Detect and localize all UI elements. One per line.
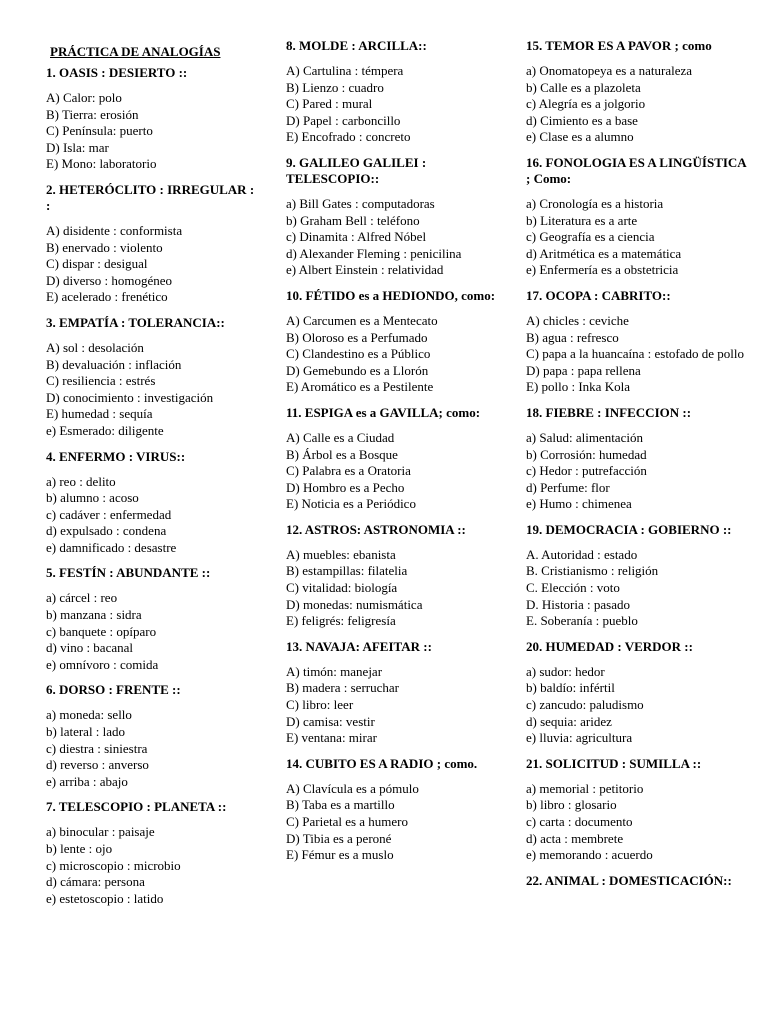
- answer-option: D) papa : papa rellena: [526, 362, 641, 378]
- answer-option: C) Parietal es a humero: [286, 814, 409, 829]
- column-2: [286, 38, 501, 873]
- answer-option: E) humedad : sequía: [46, 406, 153, 422]
- answer-option: d) acta : membrete: [526, 830, 624, 846]
- question-title: 3. EMPATÍA : TOLERANCIA::: [46, 314, 225, 330]
- answer-option: c) diestra : siniestra: [46, 740, 148, 756]
- answer-option: D) Isla: mar: [46, 139, 109, 155]
- answer-option: B) Taba es a martillo: [286, 797, 395, 813]
- answer-option: D) Papel : carboncillo: [286, 112, 401, 128]
- answer-option: b) baldío: infértil: [526, 680, 615, 696]
- answer-option: A) Clavícula es a pómulo: [286, 780, 419, 796]
- question-block: [286, 639, 501, 747]
- question-block: [526, 288, 748, 396]
- answer-option: e) Enfermería es a obstetricia: [526, 262, 679, 278]
- answer-option: E) acelerado : frenético: [46, 289, 168, 305]
- answer-option: A. Autoridad : estado: [526, 546, 638, 562]
- question-block: [286, 38, 501, 146]
- answer-option: A) muebles: ebanista: [286, 546, 396, 562]
- question-block: [46, 182, 261, 306]
- answer-option: e) omnívoro : comida: [46, 656, 159, 672]
- answer-option: c) Alegría es a jolgorio: [526, 96, 646, 112]
- answer-option: c) banquete : opíparo: [46, 623, 157, 639]
- answer-option: b) lente : ojo: [46, 841, 113, 856]
- answer-option: B) Oloroso es a Perfumado: [286, 329, 428, 345]
- answer-option: E) feligrés: feligresía: [286, 613, 396, 629]
- answer-option: e) lluvia: agricultura: [526, 730, 633, 746]
- question-title: 11. ESPIGA es a GAVILLA; como:: [286, 404, 481, 420]
- answer-option: c) carta : documento: [526, 814, 633, 829]
- answer-option: e) Esmerado: diligente: [46, 422, 164, 438]
- answer-option: A) chicles : ceviche: [526, 312, 629, 328]
- column-1: [46, 38, 261, 916]
- answer-option: b) manzana : sidra: [46, 607, 142, 623]
- question-title: 12. ASTROS: ASTRONOMIA ::: [286, 521, 466, 537]
- question-title: 22. ANIMAL : DOMESTICACIÓN::: [526, 872, 732, 888]
- question-title: 9. GALILEO GALILEI : TELESCOPIO::: [286, 154, 427, 186]
- question-block: [526, 639, 748, 747]
- answer-option: a) sudor: hedor: [526, 663, 605, 679]
- answer-option: A) timón: manejar: [286, 663, 383, 679]
- question-title: 21. SOLICITUD : SUMILLA ::: [526, 755, 702, 771]
- answer-option: E) Mono: laboratorio: [46, 156, 157, 172]
- question-block: [286, 522, 501, 630]
- question-block: [46, 65, 261, 173]
- answer-option: d) Cimiento es a base: [526, 112, 638, 128]
- answer-option: a) memorial : petitorio: [526, 780, 644, 796]
- answer-option: e) Clase es a alumno: [526, 129, 634, 145]
- document-title: PRÁCTICA DE ANALOGÍAS: [50, 44, 221, 59]
- answer-option: c) microscopio : microbio: [46, 857, 181, 873]
- answer-option: a) Bill Gates : computadoras: [286, 195, 435, 211]
- answer-option: D) Hombro es a Pecho: [286, 479, 405, 495]
- answer-option: d) cámara: persona: [46, 874, 145, 890]
- answer-option: d) reverso : anverso: [46, 757, 149, 773]
- question-block: [286, 288, 501, 396]
- answer-option: d) Alexander Fleming : penicilina: [286, 245, 462, 261]
- question-title: 7. TELESCOPIO : PLANETA ::: [46, 799, 227, 815]
- answer-option: C) papa a la huancaína : estofado de pollo: [526, 346, 745, 362]
- answer-option: D) Gemebundo es a Llorón: [286, 362, 429, 378]
- answer-option: C) vitalidad: biología: [286, 580, 398, 596]
- question-block: [526, 756, 748, 864]
- answer-option: B) Tierra: erosión: [46, 106, 139, 122]
- question-block: [46, 682, 261, 790]
- answer-option: A) sol : desolación: [46, 339, 144, 355]
- answer-option: D) Tibia es a peroné: [286, 830, 392, 846]
- answer-option: A) Calle es a Ciudad: [286, 429, 395, 445]
- answer-option: C. Elección : voto: [526, 580, 620, 596]
- question-block: [46, 565, 261, 673]
- question-title: 16. FONOLOGIA ES A LINGÜÍSTICA ; Como:: [526, 154, 746, 186]
- question-title: 13. NAVAJA: AFEITAR ::: [286, 638, 432, 654]
- question-block: [526, 873, 748, 889]
- answer-option: B) Lienzo : cuadro: [286, 79, 384, 95]
- question-block: [526, 38, 748, 146]
- answer-option: b) Calle es a plazoleta: [526, 79, 641, 95]
- question-block: [286, 405, 501, 513]
- answer-option: a) reo : delito: [46, 473, 116, 489]
- answer-option: e) arriba : abajo: [46, 773, 128, 789]
- column-3: [526, 38, 748, 898]
- answer-option: b) Literatura es a arte: [526, 212, 638, 228]
- question-title: 1. OASIS : DESIERTO ::: [46, 65, 188, 80]
- answer-option: C) Pared : mural: [286, 96, 373, 112]
- answer-option: b) lateral : lado: [46, 724, 126, 740]
- question-title: 18. FIEBRE : INFECCION ::: [526, 404, 692, 420]
- answer-option: E) Encofrado : concreto: [286, 129, 411, 145]
- answer-option: D) camisa: vestir: [286, 713, 375, 729]
- answer-option: d) Perfume: flor: [526, 479, 610, 495]
- answer-option: c) Dinamita : Alfred Nóbel: [286, 229, 427, 245]
- answer-option: b) alumno : acoso: [46, 490, 139, 506]
- answer-option: e) Albert Einstein : relatividad: [286, 262, 444, 278]
- question-block: [46, 449, 261, 557]
- answer-option: a) moneda: sello: [46, 707, 132, 723]
- answer-option: d) vino : bacanal: [46, 640, 133, 656]
- answer-option: d) sequia: aridez: [526, 713, 612, 729]
- answer-option: a) Salud: alimentación: [526, 429, 643, 445]
- answer-option: A) Cartulina : témpera: [286, 63, 404, 78]
- question-block: [526, 405, 748, 513]
- answer-option: C) Clandestino es a Público: [286, 346, 431, 362]
- answer-option: C) resiliencia : estrés: [46, 373, 156, 389]
- answer-option: e) estetoscopio : latido: [46, 890, 164, 906]
- answer-option: e) damnificado : desastre: [46, 539, 177, 555]
- answer-option: E) Fémur es a muslo: [286, 847, 394, 863]
- question-block: [526, 155, 748, 279]
- answer-option: A) disidente : conformista: [46, 222, 183, 238]
- answer-option: D) monedas: numismática: [286, 596, 423, 612]
- question-block: [46, 799, 261, 907]
- question-title: 8. MOLDE : ARCILLA::: [286, 38, 427, 53]
- answer-option: b) Graham Bell : teléfono: [286, 212, 420, 228]
- question-block: [286, 155, 501, 279]
- answer-option: E. Soberanía : pueblo: [526, 613, 638, 629]
- question-title: 4. ENFERMO : VIRUS::: [46, 448, 186, 464]
- answer-option: A) Calor: polo: [46, 90, 122, 105]
- answer-option: B) agua : refresco: [526, 329, 619, 345]
- answer-option: e) Humo : chimenea: [526, 496, 632, 512]
- answer-option: D. Historia : pasado: [526, 596, 630, 612]
- question-block: [286, 756, 501, 864]
- answer-option: C) libro: leer: [286, 697, 354, 713]
- answer-option: C) Península: puerto: [46, 123, 153, 139]
- answer-option: B) devaluación : inflación: [46, 356, 182, 372]
- answer-option: a) Onomatopeya es a naturaleza: [526, 63, 693, 78]
- answer-option: B) madera : serruchar: [286, 680, 399, 696]
- answer-option: b) Corrosión: humedad: [526, 446, 647, 462]
- answer-option: c) cadáver : enfermedad: [46, 506, 172, 522]
- question-title: 6. DORSO : FRENTE ::: [46, 682, 181, 698]
- answer-option: A) Carcumen es a Mentecato: [286, 312, 438, 328]
- question-title: 15. TEMOR ES A PAVOR ; como: [526, 38, 712, 53]
- question-title: 17. OCOPA : CABRITO::: [526, 287, 671, 303]
- question-title: 19. DEMOCRACIA : GOBIERNO ::: [526, 521, 732, 537]
- question-title: 2. HETERÓCLITO : IRREGULAR : :: [46, 181, 255, 213]
- answer-option: a) Cronología es a historia: [526, 195, 664, 211]
- answer-option: C) Palabra es a Oratoria: [286, 463, 411, 479]
- question-title: 14. CUBITO ES A RADIO ; como.: [286, 755, 478, 771]
- question-block: [526, 522, 748, 630]
- answer-option: D) diverso : homogéneo: [46, 272, 173, 288]
- answer-option: E) Noticia es a Periódico: [286, 496, 416, 512]
- answer-option: c) Hedor : putrefacción: [526, 463, 647, 479]
- question-title: 20. HUMEDAD : VERDOR ::: [526, 638, 693, 654]
- answer-option: e) memorando : acuerdo: [526, 847, 653, 863]
- answer-option: a) binocular : paisaje: [46, 824, 155, 840]
- answer-option: B. Cristianismo : religión: [526, 563, 659, 579]
- answer-option: D) conocimiento : investigación: [46, 389, 214, 405]
- question-title: 5. FESTÍN : ABUNDANTE ::: [46, 565, 211, 581]
- answer-option: d) expulsado : condena: [46, 523, 167, 539]
- answer-option: B) enervado : violento: [46, 239, 163, 255]
- answer-option: E) ventana: mirar: [286, 730, 377, 746]
- answer-option: c) zancudo: paludismo: [526, 697, 644, 713]
- answer-option: a) cárcel : reo: [46, 590, 118, 606]
- answer-option: E) pollo : Inka Kola: [526, 379, 630, 395]
- answer-option: d) Aritmética es a matemática: [526, 245, 682, 261]
- question-title: 10. FÉTIDO es a HEDIONDO, como:: [286, 287, 496, 303]
- question-block: [46, 315, 261, 440]
- answer-option: B) estampillas: filatelia: [286, 563, 408, 579]
- answer-option: c) Geografía es a ciencia: [526, 229, 655, 245]
- answer-option: E) Aromático es a Pestilente: [286, 379, 434, 395]
- answer-option: B) Árbol es a Bosque: [286, 446, 398, 462]
- answer-option: b) libro : glosario: [526, 797, 617, 813]
- answer-option: C) dispar : desigual: [46, 256, 148, 272]
